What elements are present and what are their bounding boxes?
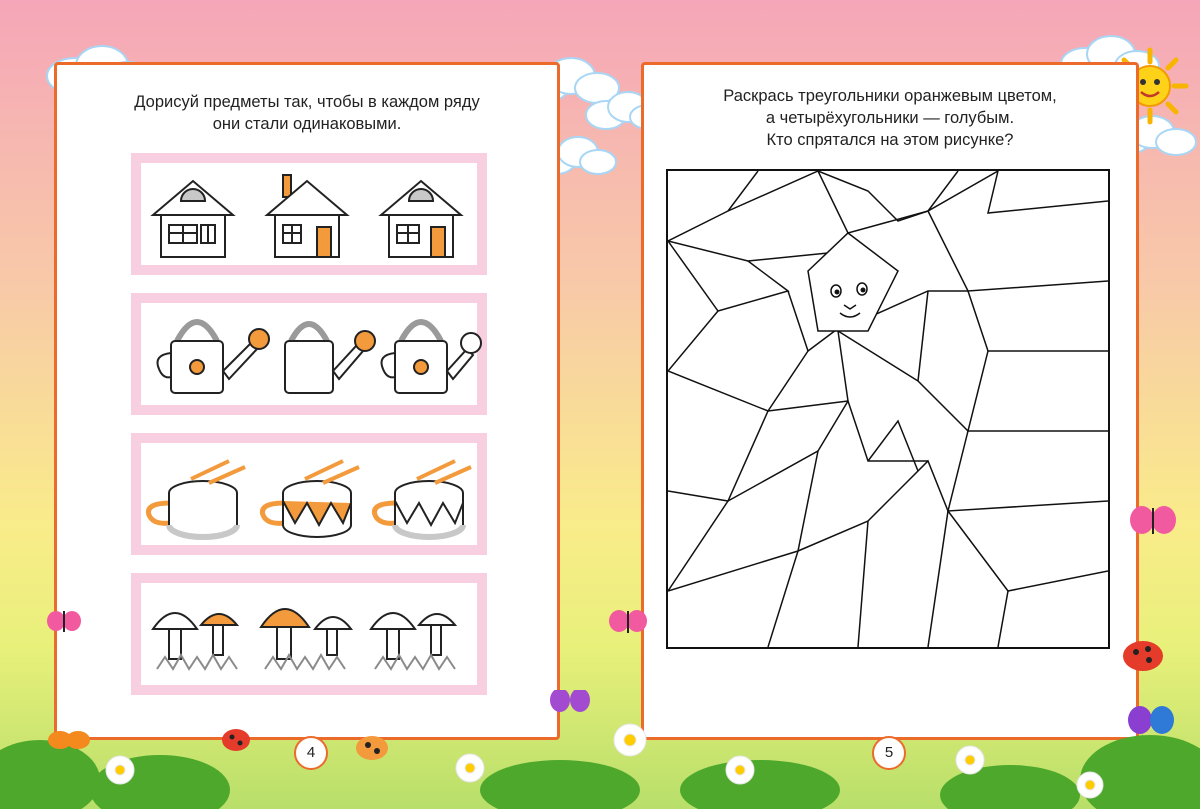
daisy-icon — [726, 756, 754, 784]
drum-icon[interactable] — [262, 461, 359, 537]
right-page — [641, 62, 1139, 740]
ladybug-icon — [222, 729, 250, 751]
drum-icon[interactable] — [374, 461, 471, 537]
page-number-right: 5 — [872, 736, 906, 770]
watering-can-icon[interactable] — [285, 324, 375, 393]
ladybug-icon — [356, 736, 388, 760]
house-icon[interactable] — [267, 175, 347, 257]
instruction-line: они стали одинаковыми. — [212, 115, 402, 133]
instruction-line: Раскрась треугольники оранжевым цветом, — [723, 87, 1057, 105]
left-instruction — [57, 91, 557, 135]
daisy-icon — [106, 756, 134, 784]
row-mushrooms — [131, 573, 487, 695]
right-instruction — [644, 85, 1136, 151]
house-icon[interactable] — [381, 181, 461, 257]
page-number-left: 4 — [294, 736, 328, 770]
watering-can-icon[interactable] — [382, 322, 482, 393]
coloring-mosaic[interactable] — [666, 169, 1110, 649]
house-icon[interactable] — [153, 181, 233, 257]
mosaic-lines — [668, 171, 1108, 647]
daisy-icon — [1077, 772, 1103, 798]
daisy-icon — [614, 724, 646, 756]
row-drums — [131, 433, 487, 555]
drum-icon[interactable] — [148, 461, 245, 537]
ladybug-icon — [1118, 634, 1168, 674]
left-page — [54, 62, 560, 740]
instruction-line: Кто спрятался на этом рисунке? — [766, 131, 1014, 149]
mushroom-icon[interactable] — [371, 613, 455, 669]
row-watering-cans — [131, 293, 487, 415]
instruction-line: Дорисуй предметы так, чтобы в каждом ряду — [134, 93, 480, 111]
watering-can-icon[interactable] — [158, 322, 270, 393]
daisy-icon — [956, 746, 984, 774]
instruction-line: а четырёхугольники — голубым. — [765, 109, 1015, 127]
butterfly-icon — [1128, 706, 1174, 734]
butterfly-icon — [46, 606, 82, 636]
daisy-icon — [456, 754, 484, 782]
flower-meadow — [0, 690, 1200, 809]
mushroom-icon[interactable] — [261, 609, 351, 669]
butterfly-icon — [1128, 500, 1178, 540]
butterfly-icon — [608, 605, 648, 637]
mushroom-icon[interactable] — [153, 613, 237, 669]
row-houses — [131, 153, 487, 275]
butterfly-icon — [550, 690, 590, 712]
